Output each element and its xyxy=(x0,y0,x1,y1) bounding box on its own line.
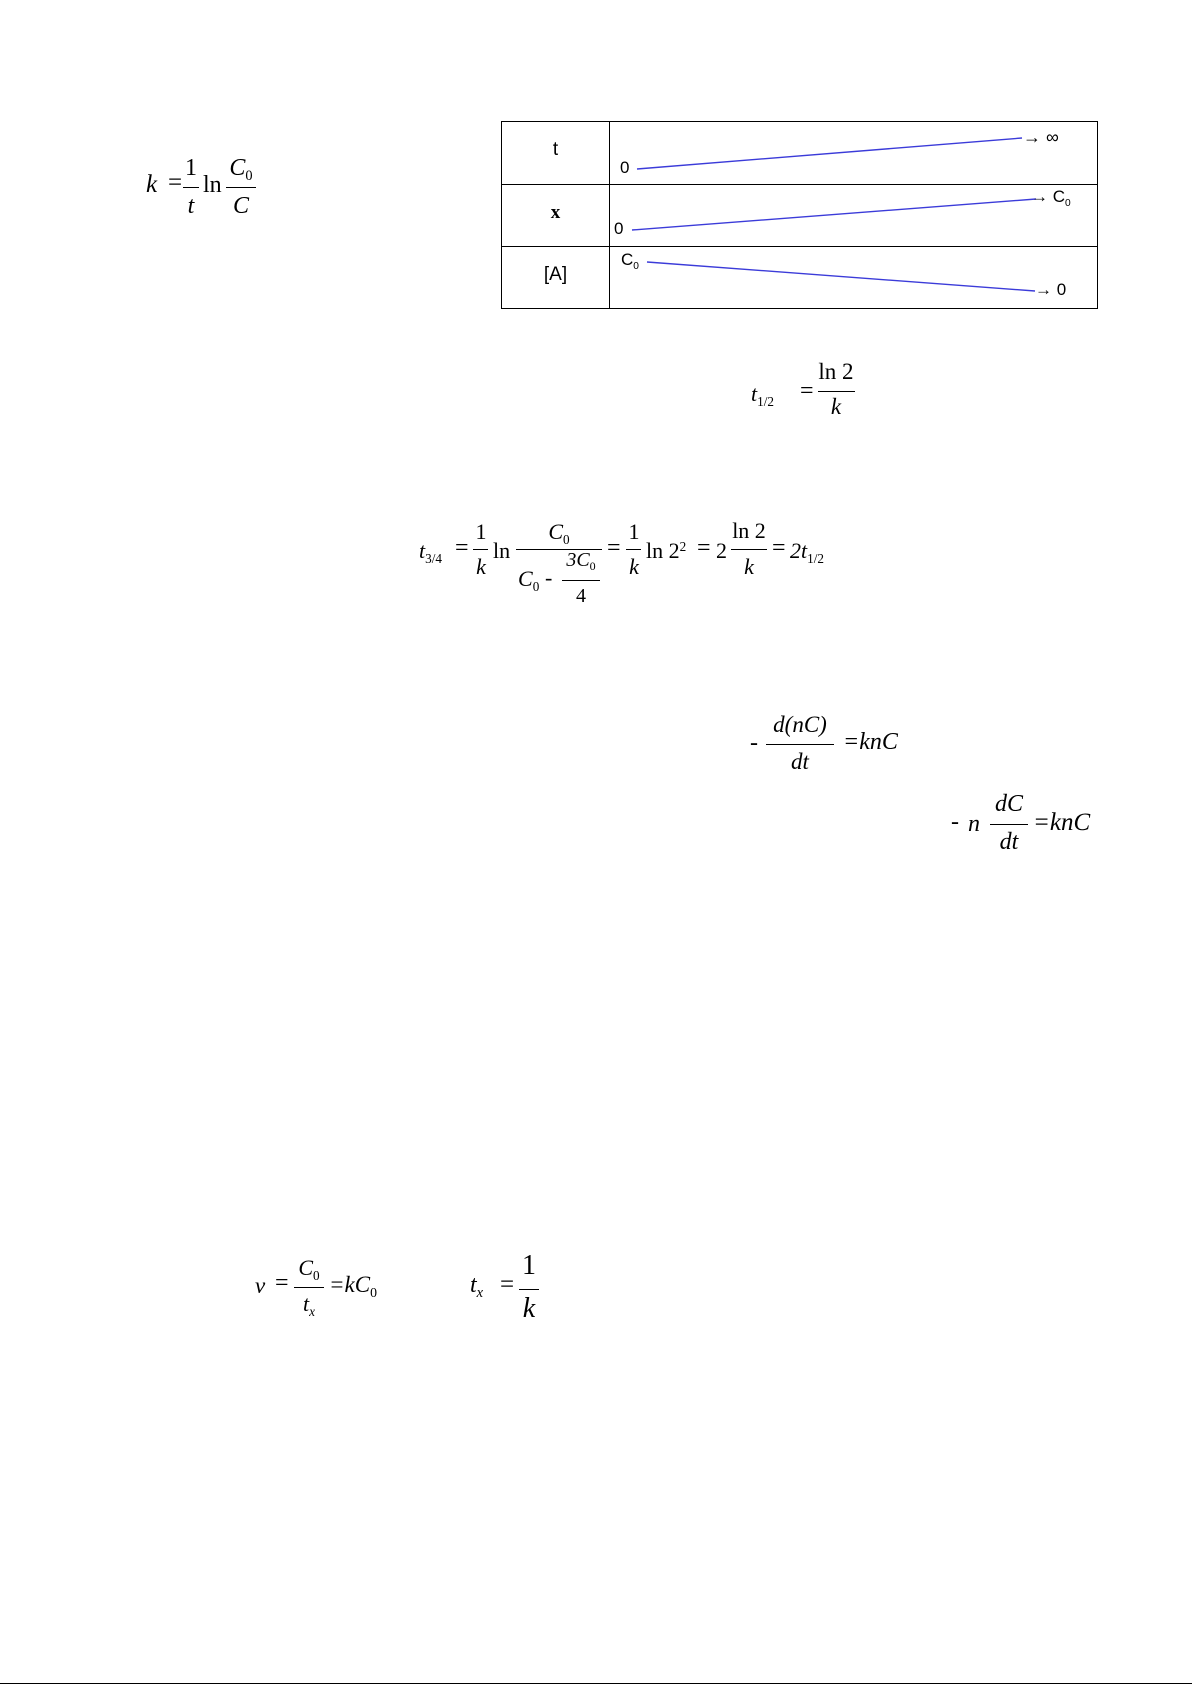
eq-tx-lhs: $t_x$ xyxy=(470,1272,484,1302)
row-A-end: → 0 xyxy=(1035,280,1067,299)
eq-k-frac2-den: C xyxy=(232,193,249,219)
row-t-end: → ∞ xyxy=(1023,127,1059,147)
eq-tq-equals-1: = xyxy=(455,535,469,561)
table-row-label-x: x xyxy=(550,202,561,223)
eq-ndc-den: dt xyxy=(999,829,1019,855)
eq-ndc-num: dC xyxy=(994,791,1023,817)
eq-ndc-minus: - xyxy=(951,809,959,835)
eq-dnc-rhs: =knC xyxy=(843,729,898,755)
row-x-end: → $C_0$ xyxy=(1031,187,1071,209)
eq-tx-equals: = xyxy=(500,1271,515,1298)
eq-tq-frac2-den-c0: $C_0$ xyxy=(518,566,540,594)
eq-ndc-rhs: =knC xyxy=(1033,809,1091,836)
row-A-start: $C_0$ xyxy=(621,250,639,272)
eq-tq-frac4-den: k xyxy=(744,554,754,579)
eq-dnc-minus: - xyxy=(750,730,758,756)
eq-tq-rhs: $2t_{1/2}$ xyxy=(790,538,824,566)
eq-k-frac1-bar xyxy=(183,187,199,188)
table-trend-lines xyxy=(502,122,1099,310)
eq-tq-inner-bar xyxy=(562,580,600,581)
eq-tx-den: k xyxy=(522,1293,536,1324)
eq-tq-frac1-num: 1 xyxy=(475,519,487,544)
eq-tq-frac1-den: k xyxy=(476,554,486,579)
eq-v-rhs: $=kC_0$ xyxy=(329,1272,377,1300)
eq-tx-bar xyxy=(519,1289,539,1290)
trend-line-t xyxy=(637,138,1022,169)
eq-tq-two: 2 xyxy=(716,538,727,563)
eq-dnc-bar xyxy=(766,744,834,745)
eq-tq-equals-2: = xyxy=(607,535,621,561)
eq-tq-inner-num: $3C_0$ xyxy=(566,549,596,574)
eq-tq-inner-den: 4 xyxy=(576,585,586,607)
eq-k-ln: ln xyxy=(203,172,222,198)
eq-tq-ln2: $\ln 2^2$ xyxy=(646,538,687,563)
eq-v-den: $t_x$ xyxy=(303,1291,315,1319)
row-x-start: 0 xyxy=(614,219,624,238)
eq-v-bar xyxy=(294,1287,324,1288)
eq-tq-frac2-den-minus: - xyxy=(545,565,553,590)
eq-k-frac1-num: 1 xyxy=(185,155,197,181)
eq-tq-equals-4: = xyxy=(772,535,786,561)
trend-line-x xyxy=(632,199,1036,230)
kinetics-table xyxy=(501,121,1098,309)
eq-half-bar xyxy=(818,391,855,392)
eq-ndc-n: n xyxy=(968,811,980,837)
eq-half-lhs: $t_{1/2}$ xyxy=(751,381,774,409)
eq-tq-equals-3: = xyxy=(697,535,711,561)
eq-tq-frac4-bar xyxy=(731,549,767,550)
eq-k-equals: = xyxy=(168,169,183,196)
eq-v-lhs: v xyxy=(255,1273,266,1298)
table-row-label-t: t xyxy=(552,139,559,160)
eq-v-num: $C_0$ xyxy=(298,1255,320,1283)
eq-k-frac1-den: t xyxy=(187,193,195,219)
eq-tq-ln: ln xyxy=(493,538,511,563)
eq-v-equals: = xyxy=(275,1270,289,1296)
eq-tq-frac4-num: ln 2 xyxy=(732,518,766,543)
eq-half-equals: = xyxy=(800,378,814,404)
eq-k-frac2-bar xyxy=(226,187,256,188)
row-t-start: 0 xyxy=(620,158,630,177)
eq-half-den: k xyxy=(830,394,842,419)
eq-tq-frac3-num: 1 xyxy=(628,519,640,544)
eq-ndc-bar xyxy=(990,824,1028,825)
eq-tq-frac3-bar xyxy=(626,549,641,550)
eq-tq-frac3-den: k xyxy=(629,554,639,579)
eq-tq-frac1-bar xyxy=(473,549,488,550)
eq-tq-frac2-num: $C_0$ xyxy=(548,519,570,547)
eq-dnc-den: dt xyxy=(791,749,809,774)
eq-k-frac2-num: $C_0$ xyxy=(229,155,253,185)
table-row-label-A: [A] xyxy=(543,264,568,285)
eq-half-num: ln 2 xyxy=(818,359,854,384)
eq-tx-num: 1 xyxy=(522,1250,536,1281)
trend-line-A xyxy=(647,262,1035,291)
eq-dnc-num: d(nC) xyxy=(773,712,827,737)
eq-tq-lhs: $t_{3/4}$ xyxy=(419,538,442,566)
page-bottom-rule xyxy=(0,1683,1192,1684)
eq-k-lhs: k xyxy=(146,171,158,198)
